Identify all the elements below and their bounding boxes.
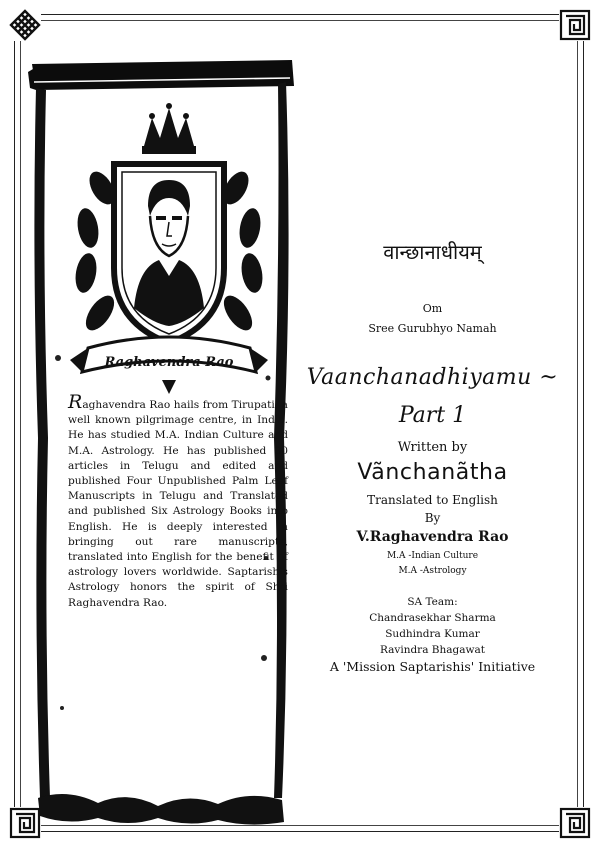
crest-emblem: [64, 98, 274, 398]
by-label: By: [424, 511, 441, 525]
endless-knot-icon: [8, 8, 42, 42]
team-member: Ravindra Bhagawat: [380, 644, 485, 656]
scroll-panel: [28, 58, 296, 828]
greek-key-icon: [558, 8, 592, 42]
author-name: Vãnchanãtha: [357, 460, 508, 485]
book-title: Vaanchanadhiyamu ~: [306, 365, 559, 390]
ribbon-name: Raghavendra Rao: [104, 355, 234, 370]
written-by-label: Written by: [397, 440, 468, 455]
initiative-line: A 'Mission Saptarishis' Initiative: [329, 659, 536, 674]
team-member: Chandrasekhar Sharma: [369, 612, 496, 624]
translator-name: V.Raghavendra Rao: [356, 529, 509, 545]
qualification-culture: M.A -Indian Culture: [386, 551, 479, 561]
biography-body: aghavendra Rao hails from Tirupati, a well known pilgrimage centre, in India. He has studied M.A. Indian Culture and M.A. Astrology. He has published 30 articles in Telugu and edited and published Four Unpublished Palm Leaf Manuscripts in Telugu and Translated and published Six Astrology Books into English. He is deeply interested in bringing out rare manuscripts, translated into English for the benefit of astrology lovers worldwide. Saptarishis Astrology honors the spirit of Shri Raghavendra Rao.: [68, 399, 288, 609]
team-label: SA Team:: [407, 596, 458, 608]
om-invocation: Om: [422, 302, 443, 315]
book-part: Part 1: [398, 403, 467, 428]
drop-cap: R: [68, 391, 83, 413]
biography-text: [68, 391, 288, 611]
sanskrit-title: वान्छानाधीयम्: [383, 240, 482, 264]
qualification-astrology: M.A -Astrology: [398, 566, 467, 576]
translated-label: Translated to English: [367, 493, 498, 507]
crown-icon: [142, 103, 196, 154]
guru-invocation: Sree Gurubhyo Namah: [368, 322, 497, 335]
greek-key-icon: [558, 806, 592, 840]
team-member: Sudhindra Kumar: [385, 628, 480, 640]
